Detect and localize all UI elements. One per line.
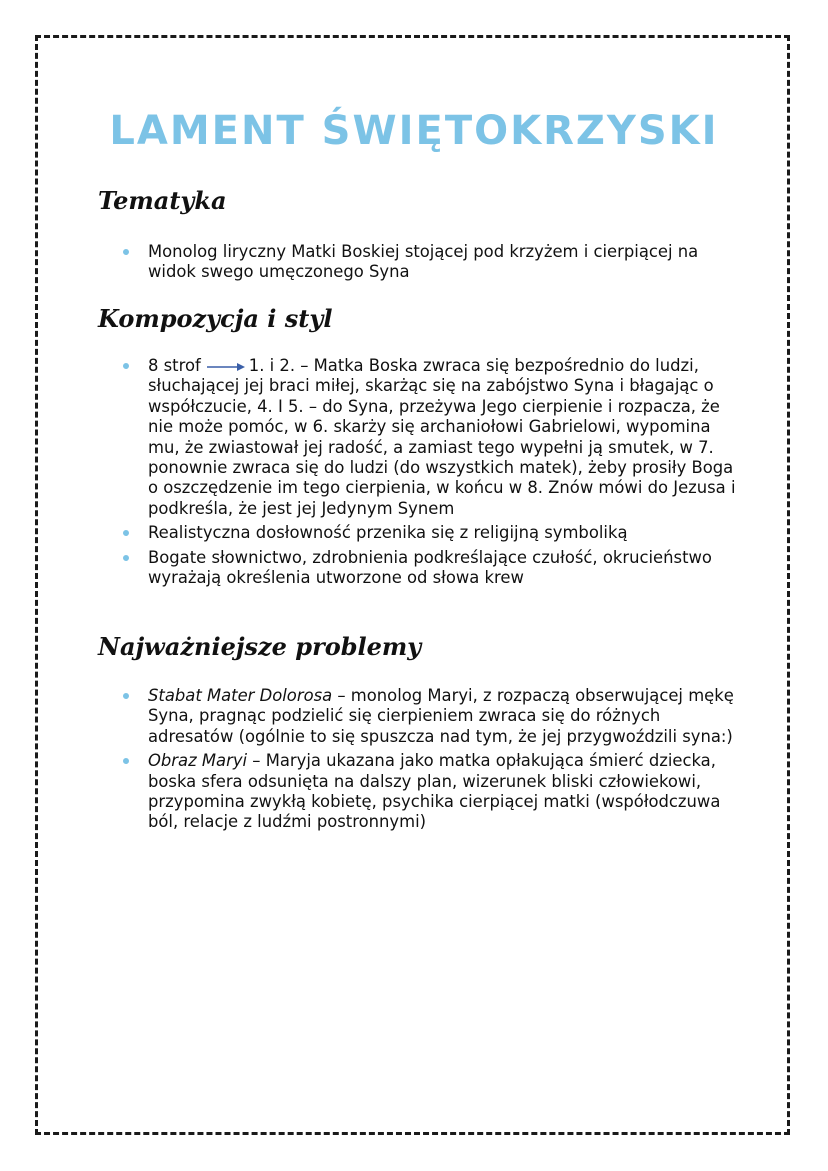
bullet-icon (123, 363, 129, 369)
item-text: Realistyczna dosłowność przenika się z religijną symboliką (148, 523, 628, 543)
bullet-icon (123, 249, 129, 255)
item-text: – Maryja ukazana jako matka opłakująca śmierć dziecka, boska sfera odsunięta na dalszy plan, wizerunek bliski człowiekowi, przypomina zwykłą kobietę, psychika cierpiącej matki (współodczuwa ból, relacje z ludźmi postronnymi) (148, 751, 721, 832)
list-kompozycja (148, 356, 738, 592)
heading-kompozycja: Kompozycja i styl (98, 304, 333, 333)
bullet-icon (123, 693, 129, 699)
page-title: LAMENT ŚWIĘTOKRZYSKI (109, 108, 719, 154)
item-text: Monolog liryczny Matki Boskiej stojącej pod krzyżem i cierpiącej na widok swego umęczonego Syna (148, 242, 699, 282)
arrow-right-icon (207, 362, 245, 372)
list-item (148, 751, 738, 833)
list-problemy (148, 686, 738, 837)
list-item (148, 356, 738, 519)
item-term: Obraz Maryi (148, 751, 248, 771)
heading-problemy: Najważniejsze problemy (98, 632, 422, 661)
list-item (148, 686, 738, 747)
list-item (148, 548, 738, 589)
item-text: Bogate słownictwo, zdrobnienia podkreślające czułość, okrucieństwo wyrażają określenia utworzone od słowa krew (148, 547, 712, 588)
list-item (148, 523, 738, 543)
list-item (148, 242, 738, 283)
item-lead-text: 8 strof (148, 356, 201, 375)
bullet-icon (123, 555, 129, 561)
heading-tematyka: Tematyka (98, 186, 227, 215)
item-term: Stabat Mater Dolorosa (148, 686, 333, 705)
item-text: 1. i 2. – Matka Boska zwraca się bezpośrednio do ludzi, słuchającej jej braci miłej, skarżąc się na zabójstwo Syna i błagając o współczucie, 4. I 5. – do Syna, przeżywa Jego cierpienie i rozpacza, że nie może pomóc, w 6. skarży się archaniołowi Gabrielowi, wypomina mu, że zwiastował jej radość, a zamiast tego wypełni ją smutek, w 7. ponownie zwraca się do ludzi (do wszystkich matek), żeby prosiły Boga o oszczędzenie im tego cierpienia, w końcu w 8. Znów mówi do Jezusa i podkreśla, że jest jej Jedynym Synem (148, 356, 736, 518)
list-tematyka (148, 242, 738, 287)
item-text: – monolog Maryi, z rozpaczą obserwującej mękę Syna, pragnąc podzielić się cierpieniem zwraca się do różnych adresatów (ogólnie to się spuszcza nad tym, że jej przygwoździli syna:) (148, 686, 734, 746)
